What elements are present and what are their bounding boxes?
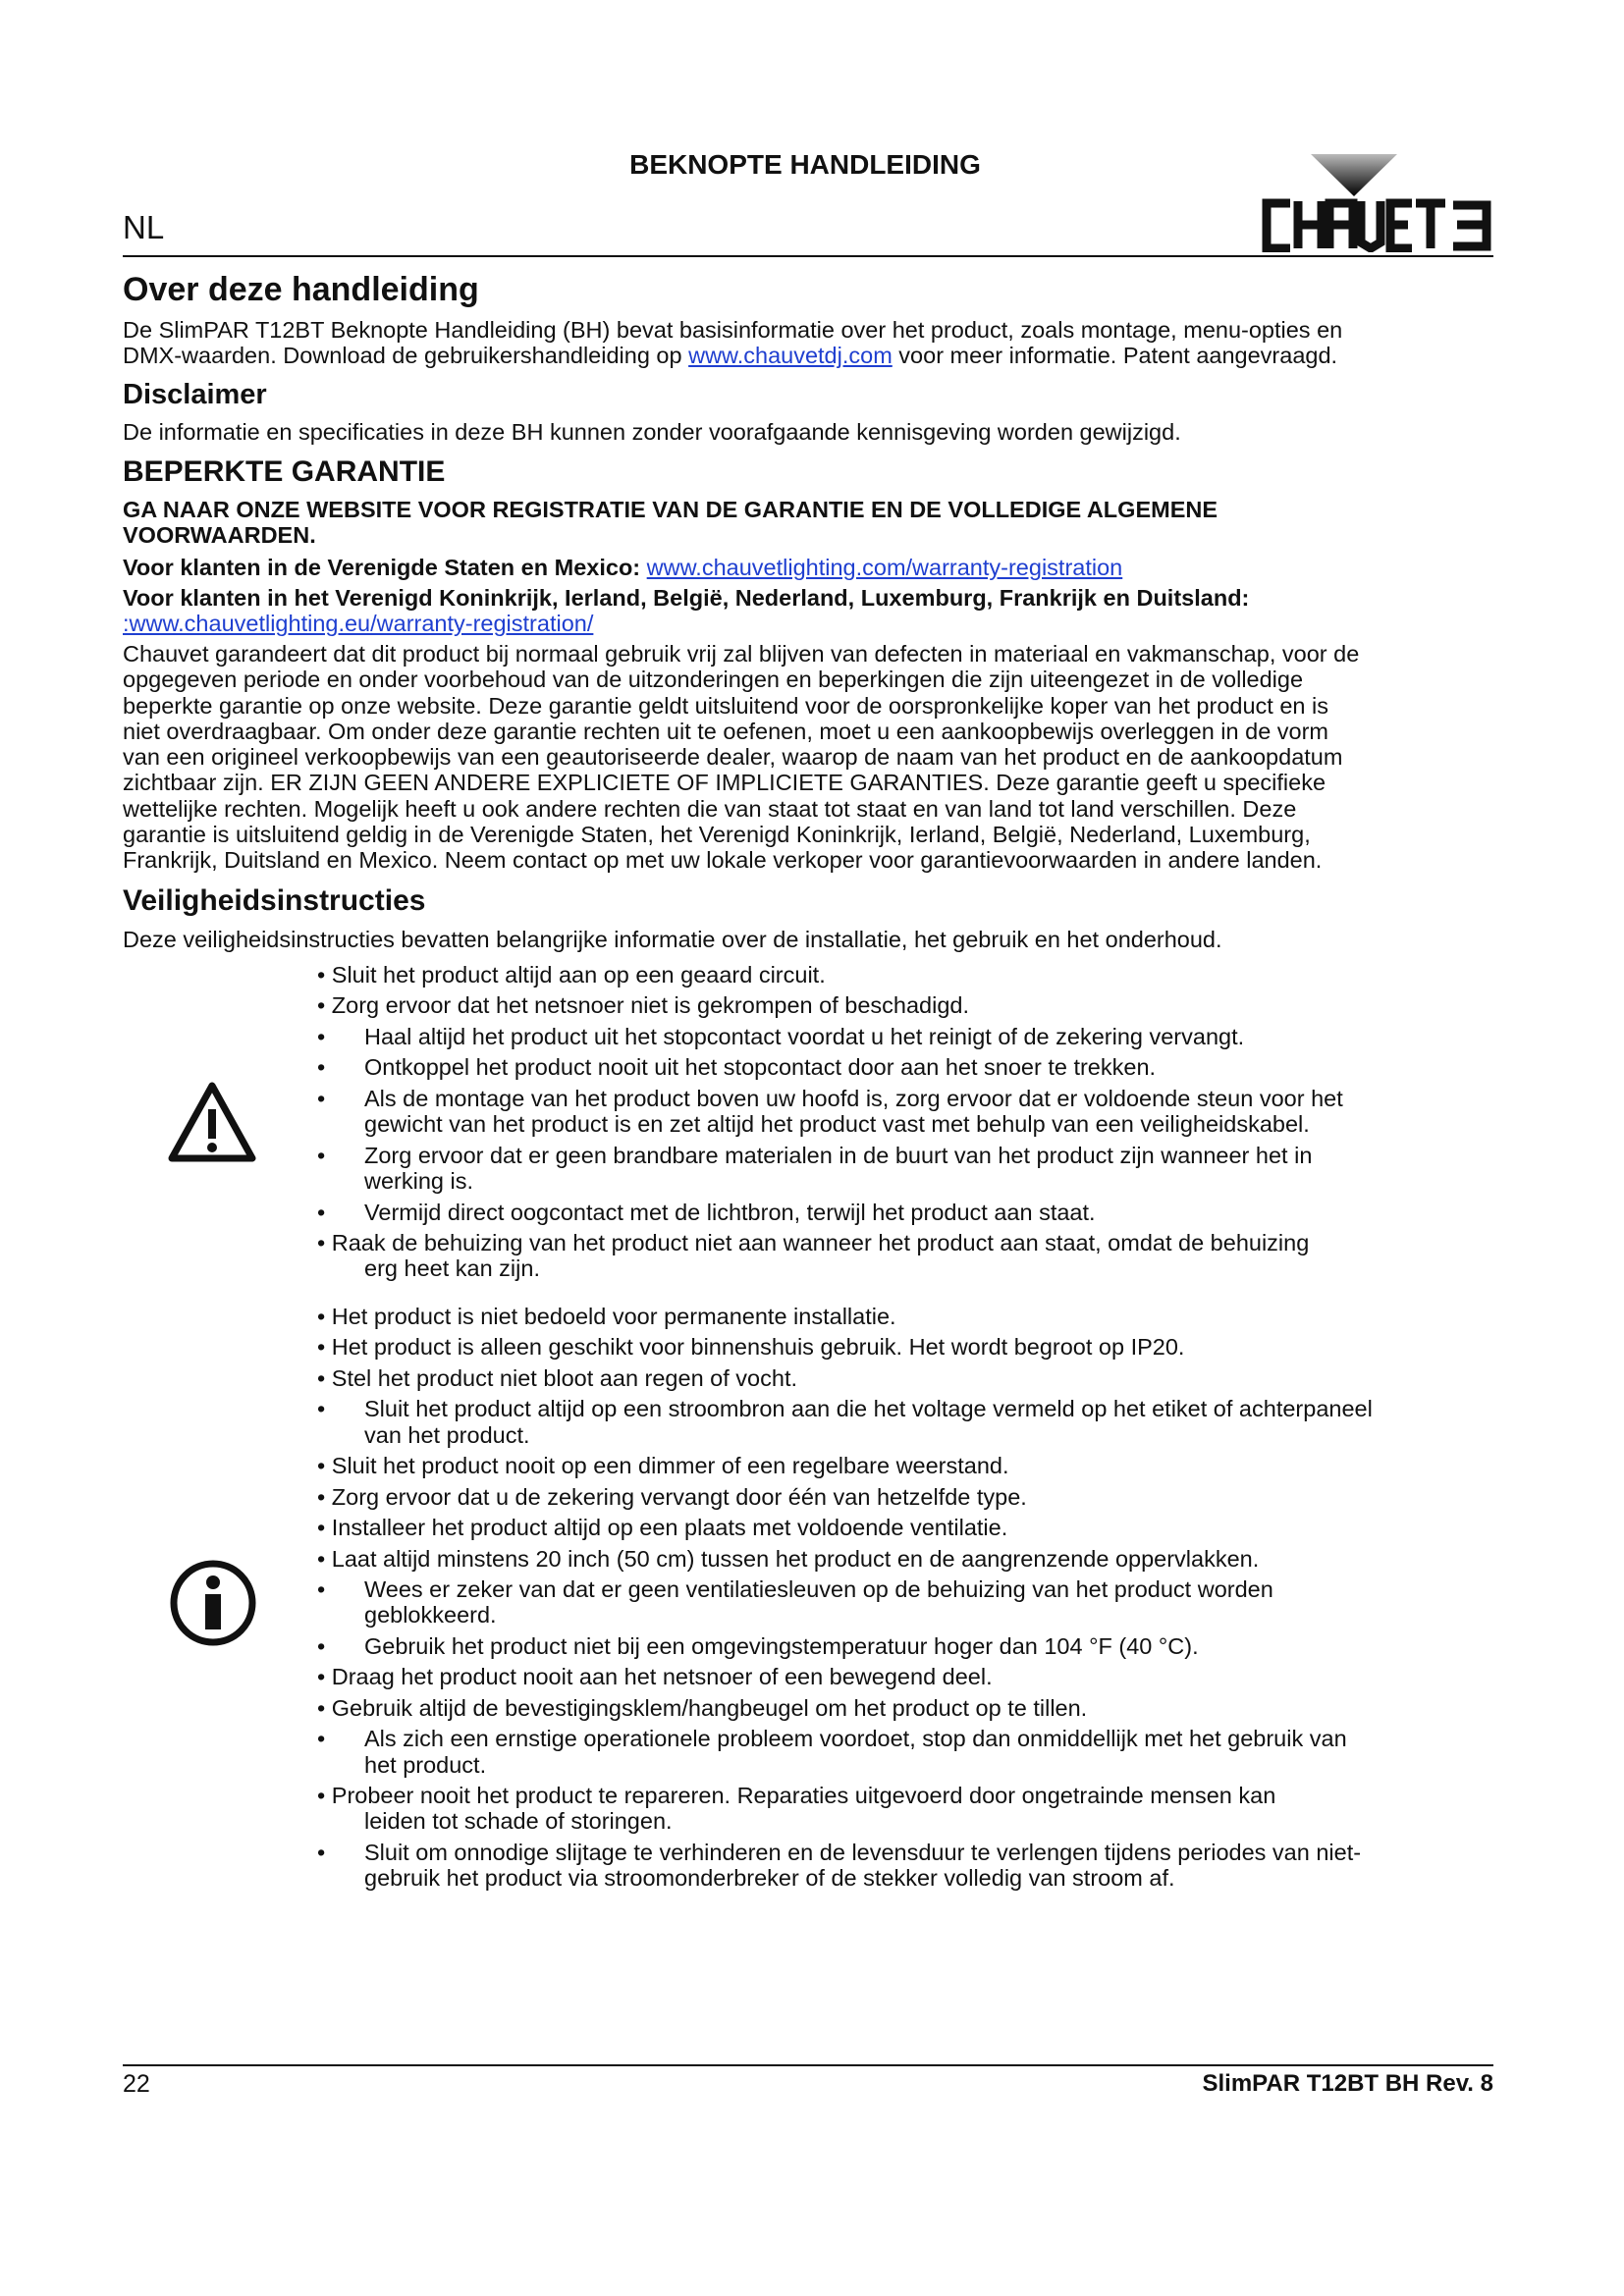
- list-item-text: gebruik het product via stroomonderbreker of de stekker volledig van stroom af.: [364, 1865, 1175, 1892]
- warranty-eu-label: Voor klanten in het Verenigd Koninkrijk, Ierland, België, Nederland, Luxemburg, Frankrijk en Duitsland:: [123, 585, 1250, 611]
- warranty-body-line: Chauvet garandeert dat dit product bij normaal gebruik vrij zal blijven van defecten in materiaal en vakmanschap, voor de: [123, 641, 1360, 667]
- bullet-icon: •: [317, 1483, 326, 1510]
- list-item-text: werking is.: [364, 1168, 474, 1195]
- footer-rule: [123, 2064, 1493, 2066]
- list-item-line: [317, 1334, 1495, 1360]
- bullet-icon: •: [317, 1664, 326, 1690]
- bullet-icon: •: [317, 1515, 326, 1541]
- chauvetdj-link[interactable]: www.chauvetdj.com: [688, 343, 893, 369]
- bullet-icon: •: [317, 1023, 326, 1049]
- warranty-us-link[interactable]: www.chauvetlighting.com/warranty-registration: [646, 555, 1123, 580]
- warranty-body-line: zichtbaar zijn. ER ZIJN GEEN ANDERE EXPLICIETE OF IMPLICIETE GARANTIES. Deze garantie geeft u specifieke: [123, 770, 1326, 796]
- warranty-body-line: garantie is uitsluitend geldig in de Verenigde Staten, het Verenigd Koninkrijk, Ierland, België, Nederland, Luxemburg,: [123, 822, 1311, 848]
- list-item-text: Raak de behuizing van het product niet aan wanneer het product aan staat, omdat de behuizing: [331, 1229, 1310, 1255]
- list-item-line: [364, 1865, 1495, 1891]
- warning-icon: [167, 1080, 257, 1164]
- list-item: [317, 1304, 1495, 1329]
- warranty-us-label: Voor klanten in de Verenigde Staten en Mexico:: [123, 555, 647, 580]
- list-item-line: [317, 1054, 1495, 1081]
- bullet-icon: •: [317, 1334, 326, 1361]
- warranty-body-line: opgegeven periode en onder voorbehoud van de uitzonderingen en beperkingen die zijn uiteengezet in de volledige: [123, 667, 1304, 693]
- list-item: [317, 1054, 1495, 1080]
- list-item-text: Wees er zeker van dat er geen ventilatiesleuven op de behuizing van het product worden: [364, 1576, 1273, 1603]
- list-item-line: [317, 1230, 1495, 1255]
- about-heading: Over deze handleiding: [123, 271, 479, 308]
- about-line: De SlimPAR T12BT Beknopte Handleiding (BH) bevat basisinformatie over het product, zoals montage, menu-opties en: [123, 317, 1343, 343]
- bullet-icon: •: [317, 1054, 326, 1081]
- warning-instructions-list: [317, 962, 1495, 1287]
- warranty-body-line: wettelijke rechten. Mogelijk heeft u ook andere rechten die van staat tot staat en van land tot land verschillen. Deze: [123, 795, 1297, 822]
- list-item: [317, 992, 1495, 1018]
- list-item-line: [364, 1752, 1495, 1778]
- bullet-icon: •: [317, 1726, 326, 1752]
- warranty-eu: [123, 585, 1249, 637]
- bullet-icon: •: [317, 1199, 326, 1225]
- about-paragraph: [123, 317, 1342, 369]
- list-item-text: het product.: [364, 1751, 487, 1778]
- list-item-text: Sluit om onnodige slijtage te verhinderen en de levensduur te verlengen tijdens periodes van niet-: [364, 1839, 1362, 1865]
- list-item: [317, 1633, 1495, 1659]
- bullet-icon: •: [317, 1229, 326, 1255]
- bullet-icon: •: [317, 962, 326, 988]
- list-item: [317, 1086, 1495, 1138]
- bullet-icon: •: [317, 1632, 326, 1659]
- list-item-line: [317, 1453, 1495, 1478]
- list-item-line: [317, 1632, 1495, 1659]
- safety-heading: Veiligheidsinstructies: [123, 884, 426, 917]
- list-item-line: [317, 1396, 1495, 1422]
- bullet-icon: •: [317, 1576, 326, 1603]
- list-item-text: Probeer nooit het product te repareren. Reparaties uitgevoerd door ongetrainde mensen kan: [331, 1783, 1276, 1809]
- list-item-text: Zorg ervoor dat het netsnoer niet is gekrompen of beschadigd.: [331, 992, 970, 1019]
- list-item: [317, 1334, 1495, 1360]
- list-item: [317, 1726, 1495, 1778]
- list-item-line: [317, 1576, 1495, 1603]
- list-item-text: Sluit het product altijd op een stroombron aan die het voltage vermeld op het etiket of achterpaneel: [364, 1396, 1373, 1422]
- about-text: DMX-waarden. Download de gebruikershandleiding op: [123, 343, 689, 369]
- list-item: [317, 1230, 1495, 1282]
- warranty-notice-line: GA NAAR ONZE WEBSITE VOOR REGISTRATIE VAN DE GARANTIE EN DE VOLLEDIGE ALGEMENE: [123, 497, 1218, 522]
- list-item-line: [317, 1664, 1495, 1689]
- warranty-us: [123, 555, 1122, 580]
- list-item-line: [317, 1839, 1495, 1865]
- list-item-text: gewicht van het product is en zet altijd het product vast met behulp van een veiligheidskabel.: [364, 1111, 1310, 1138]
- language-code: NL: [123, 209, 165, 245]
- bullet-icon: •: [317, 1545, 326, 1572]
- info-icon: [169, 1559, 257, 1647]
- list-item-line: [364, 1602, 1495, 1628]
- list-item-line: [317, 1515, 1495, 1540]
- list-item-text: erg heet kan zijn.: [364, 1255, 540, 1282]
- list-item-text: Installeer het product altijd op een plaats met voldoende ventilatie.: [331, 1515, 1008, 1541]
- bullet-icon: •: [317, 1694, 326, 1721]
- warranty-body-line: niet overdraagbaar. Om onder deze garantie rechten uit te oefenen, moet u een aankoopbewijs overleggen in de vorm: [123, 718, 1329, 744]
- list-item-text: leiden tot schade of storingen.: [364, 1808, 673, 1835]
- bullet-icon: •: [317, 1783, 326, 1809]
- list-item-text: Vermijd direct oogcontact met de lichtbron, terwijl het product aan staat.: [364, 1199, 1096, 1225]
- list-item: [317, 1143, 1495, 1195]
- list-item-text: geblokkeerd.: [364, 1602, 497, 1629]
- safety-intro: Deze veiligheidsinstructies bevatten belangrijke informatie over de installatie, het gebruik en het onderhoud.: [123, 927, 1222, 952]
- list-item-line: [317, 992, 1495, 1018]
- list-item: [317, 1200, 1495, 1225]
- list-item-text: Gebruik het product niet bij een omgevingstemperatuur hoger dan 104 °F (40 °C).: [364, 1632, 1199, 1659]
- about-line: [123, 343, 1342, 368]
- warranty-body-line: van een origineel verkoopbewijs van een geautoriseerde dealer, waarop de naam van het product en de aankoopdatum: [123, 744, 1343, 771]
- document-title: BEKNOPTE HANDLEIDING: [629, 149, 981, 180]
- list-item-text: Draag het product nooit aan het netsnoer of een bewegend deel.: [331, 1664, 993, 1690]
- warranty-eu-link[interactable]: :www.chauvetlighting.eu/warranty-registration/: [123, 611, 594, 637]
- list-item: [317, 1515, 1495, 1540]
- list-item-text: Zorg ervoor dat u de zekering vervangt door één van hetzelfde type.: [331, 1483, 1027, 1510]
- list-item-line: [317, 1695, 1495, 1721]
- list-item-text: Als de montage van het product boven uw hoofd is, zorg ervoor dat er voldoende steun voor het: [364, 1085, 1343, 1111]
- warranty-body-line: Frankrijk, Duitsland en Mexico. Neem contact op met uw lokale verkoper voor garantievoorwaarden in andere landen.: [123, 847, 1323, 874]
- list-item-line: [317, 1085, 1495, 1111]
- list-item-text: Als zich een ernstige operationele probleem voordoet, stop dan onmiddellijk met het gebruik van: [364, 1726, 1347, 1752]
- list-item-line: [317, 1199, 1495, 1225]
- list-item-line: [364, 1111, 1495, 1137]
- about-text: voor meer informatie. Patent aangevraagd.: [892, 343, 1338, 369]
- list-item-text: Het product is alleen geschikt voor binnenshuis gebruik. Het wordt begroot op IP20.: [331, 1334, 1185, 1361]
- list-item-line: [317, 1783, 1495, 1808]
- bullet-icon: •: [317, 992, 326, 1019]
- list-item-text: Stel het product niet bloot aan regen of vocht.: [331, 1364, 797, 1391]
- bullet-icon: •: [317, 1396, 326, 1422]
- list-item-line: [317, 1023, 1495, 1049]
- list-item-line: [317, 1726, 1495, 1752]
- warranty-heading: BEPERKTE GARANTIE: [123, 455, 446, 488]
- list-item: [317, 1576, 1495, 1629]
- list-item: [317, 1783, 1495, 1835]
- list-item-text: van het product.: [364, 1421, 530, 1448]
- warranty-notice-line: VOORWAARDEN.: [123, 522, 316, 549]
- list-item-text: Zorg ervoor dat er geen brandbare materialen in de buurt van het product zijn wanneer het in: [364, 1142, 1313, 1168]
- warranty-body: [123, 641, 1359, 874]
- warranty-notice: [123, 497, 1218, 549]
- list-item-line: [317, 962, 1495, 988]
- list-item: [317, 1546, 1495, 1572]
- bullet-icon: •: [317, 1839, 326, 1865]
- bullet-icon: •: [317, 1142, 326, 1168]
- list-item-text: Gebruik altijd de bevestigingsklem/hangbeugel om het product op te tillen.: [331, 1694, 1088, 1721]
- list-item: [317, 1024, 1495, 1049]
- list-item-line: [317, 1142, 1495, 1168]
- list-item-line: [364, 1168, 1495, 1194]
- list-item: [317, 1453, 1495, 1478]
- list-item-text: Ontkoppel het product nooit uit het stopcontact door aan het snoer te trekken.: [364, 1054, 1157, 1081]
- list-item-text: Sluit het product nooit op een dimmer of een regelbare weerstand.: [331, 1453, 1009, 1479]
- page-number: 22: [123, 2070, 150, 2098]
- chauvet-dj-logo: [1247, 152, 1494, 252]
- header-rule: [123, 255, 1493, 257]
- bullet-icon: •: [317, 1453, 326, 1479]
- list-item-text: Laat altijd minstens 20 inch (50 cm) tussen het product en de aangrenzende oppervlakken.: [331, 1545, 1260, 1572]
- list-item: [317, 1396, 1495, 1448]
- warranty-body-line: beperkte garantie op onze website. Deze garantie geldt uitsluitend voor de oorspronkelijke koper van het product en is: [123, 692, 1328, 719]
- bullet-icon: •: [317, 1085, 326, 1111]
- list-item-line: [317, 1365, 1495, 1391]
- list-item: [317, 1840, 1495, 1892]
- list-item: [317, 1484, 1495, 1510]
- list-item: [317, 1695, 1495, 1721]
- bullet-icon: •: [317, 1304, 326, 1329]
- list-item-line: [364, 1808, 1495, 1834]
- disclaimer-text: De informatie en specificaties in deze BH kunnen zonder voorafgaande kennisgeving worden gewijzigd.: [123, 419, 1181, 445]
- list-item-line: [364, 1422, 1495, 1448]
- list-item: [317, 1664, 1495, 1689]
- list-item: [317, 962, 1495, 988]
- list-item-line: [364, 1255, 1495, 1281]
- disclaimer-heading: Disclaimer: [123, 379, 267, 410]
- footer-doc-title: SlimPAR T12BT BH Rev. 8: [1202, 2070, 1493, 2097]
- bullet-icon: •: [317, 1364, 326, 1391]
- list-item-line: [317, 1484, 1495, 1510]
- list-item-text: Sluit het product altijd aan op een geaard circuit.: [331, 962, 826, 988]
- list-item-text: Haal altijd het product uit het stopcontact voordat u het reinigt of de zekering vervangt.: [364, 1023, 1245, 1049]
- info-instructions-list: [317, 1304, 1495, 1896]
- list-item-line: [317, 1304, 1495, 1329]
- list-item-line: [317, 1546, 1495, 1572]
- list-item-text: Het product is niet bedoeld voor permanente installatie.: [331, 1304, 896, 1329]
- list-item: [317, 1365, 1495, 1391]
